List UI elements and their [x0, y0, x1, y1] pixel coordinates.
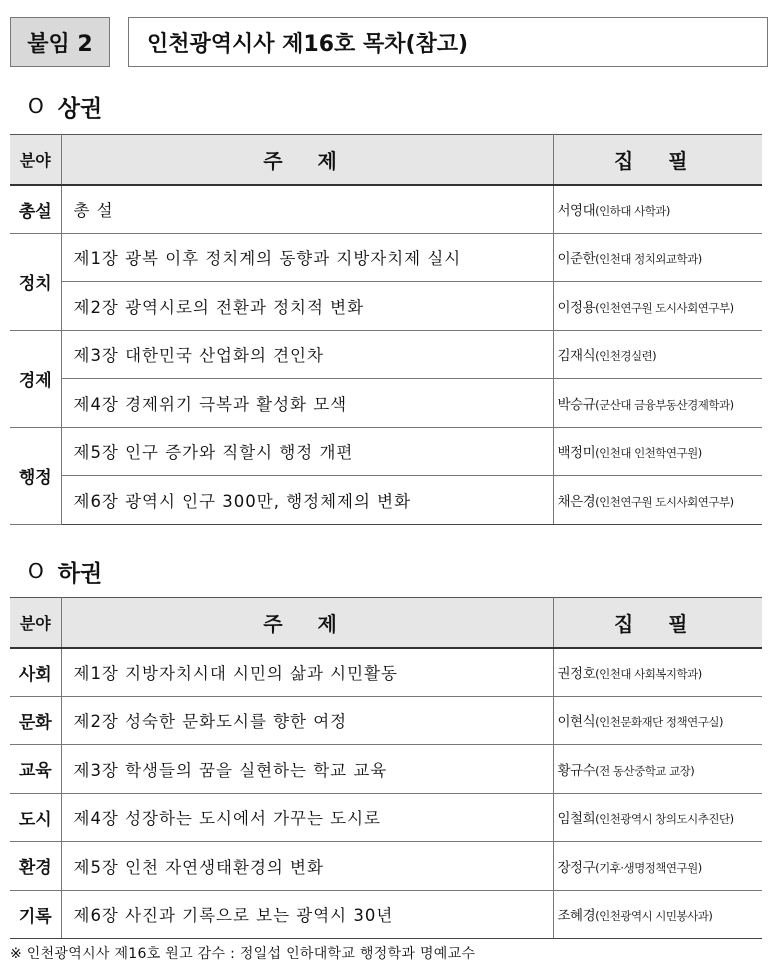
author-affiliation: (인천대 사회복지학과)	[595, 667, 702, 681]
author-affiliation: (인천대 정치외교학과)	[595, 252, 702, 267]
author-cell	[553, 282, 762, 331]
author-cell	[553, 330, 762, 379]
author-cell	[553, 185, 762, 234]
topic-cell: 제4장 성장하는 도시에서 가꾸는 도시로	[61, 793, 553, 842]
section-title-volume-2	[28, 554, 102, 588]
field-cell: 도시	[10, 793, 61, 842]
author-cell	[553, 476, 762, 525]
author-name: 채은경	[557, 493, 596, 510]
topic-cell: 제4장 경제위기 극복과 활성화 모색	[61, 379, 553, 428]
topic-cell: 제2장 광역시로의 전환과 정치적 변화	[61, 282, 553, 331]
author-cell	[553, 648, 762, 697]
column-header-field: 분야	[10, 598, 61, 648]
table-row	[10, 185, 762, 234]
topic-cell: 제6장 광역시 인구 300만, 행정체제의 변화	[61, 476, 553, 525]
author-affiliation: (군산대 금융부동산경제학과)	[595, 397, 734, 412]
contents-table-volume-1	[10, 134, 762, 525]
topic-cell: 제5장 인구 증가와 직할시 행정 개편	[61, 427, 553, 476]
author-name: 황규수	[557, 762, 596, 779]
column-header-author: 집 필	[553, 135, 762, 185]
topic-cell: 제5장 인천 자연생태환경의 변화	[61, 842, 553, 891]
author-affiliation: (인천연구원 도시사회연구부)	[595, 494, 734, 509]
author-affiliation: (인하대 사학과)	[595, 204, 670, 218]
author-affiliation: (인천연구원 도시사회연구부)	[595, 300, 734, 315]
author-affiliation: (인천대 인천학연구원)	[595, 446, 702, 461]
table-row	[10, 890, 762, 939]
attachment-label: 붙임 2	[10, 17, 110, 67]
author-name: 이정용	[557, 299, 596, 316]
topic-cell: 제1장 광복 이후 정치계의 동향과 지방자치제 실시	[61, 233, 553, 282]
table-row	[10, 793, 762, 842]
author-cell	[553, 233, 762, 282]
table-row	[10, 745, 762, 794]
topic-cell: 제6장 사진과 기록으로 보는 광역시 30년	[61, 890, 553, 939]
document-header	[10, 17, 770, 69]
table-header-row	[10, 135, 762, 185]
table-row	[10, 330, 762, 379]
section-title-volume-1	[28, 89, 102, 123]
field-cell: 문화	[10, 696, 61, 745]
document-title: 인천광역시사 제16호 목차(참고)	[128, 17, 768, 67]
author-name: 임철희	[557, 811, 596, 828]
author-cell	[553, 745, 762, 794]
topic-cell: 제1장 지방자치시대 시민의 삶과 시민활동	[61, 648, 553, 697]
table-header-row	[10, 598, 762, 648]
author-name: 조혜경	[557, 908, 596, 925]
field-cell: 환경	[10, 842, 61, 891]
topic-cell: 총 설	[61, 185, 553, 234]
bullet-icon: O	[28, 94, 44, 118]
table-row	[10, 427, 762, 476]
author-affiliation: (인천문화재단 정책연구실)	[595, 715, 723, 730]
field-cell: 기록	[10, 890, 61, 939]
author-name: 이현식	[557, 714, 596, 731]
table-row	[10, 476, 762, 525]
bullet-icon: O	[28, 559, 44, 583]
field-cell: 경제	[10, 330, 61, 427]
table-row	[10, 842, 762, 891]
author-name: 김재식	[557, 348, 596, 365]
author-name: 백정미	[557, 445, 596, 462]
topic-cell: 제3장 학생들의 꿈을 실현하는 학교 교육	[61, 745, 553, 794]
table-row	[10, 648, 762, 697]
column-header-topic: 주 제	[61, 598, 553, 648]
column-header-field: 분야	[10, 135, 61, 185]
field-cell: 교육	[10, 745, 61, 794]
author-name: 이준한	[557, 251, 596, 268]
author-cell	[553, 890, 762, 939]
author-cell	[553, 379, 762, 428]
review-footnote: ※ 인천광역시사 제16호 원고 감수 : 정일섭 인하대학교 행정학과 명예교수	[10, 946, 476, 962]
author-name: 장정구	[557, 859, 596, 876]
table-row	[10, 696, 762, 745]
author-cell	[553, 842, 762, 891]
field-cell: 총설	[10, 185, 61, 234]
author-affiliation: (전 동산중학교 교장)	[595, 763, 695, 778]
author-affiliation: (인천광역시 창의도시추진단)	[595, 812, 734, 827]
column-header-author: 집 필	[553, 598, 762, 648]
author-affiliation: (기후·생명정책연구원)	[595, 860, 702, 875]
section-title-text: 상권	[57, 94, 103, 122]
field-cell: 사회	[10, 648, 61, 697]
author-name: 권정호	[557, 666, 596, 682]
author-affiliation: (인천경실련)	[595, 349, 657, 364]
topic-cell: 제2장 성숙한 문화도시를 향한 여정	[61, 696, 553, 745]
topic-cell: 제3장 대한민국 산업화의 견인차	[61, 330, 553, 379]
table-row	[10, 282, 762, 331]
field-cell: 행정	[10, 427, 61, 524]
author-name: 박승규	[557, 396, 596, 413]
section-title-text: 하권	[57, 559, 103, 587]
author-cell	[553, 696, 762, 745]
author-cell	[553, 793, 762, 842]
contents-table-volume-2	[10, 597, 762, 939]
author-cell	[553, 427, 762, 476]
field-cell: 정치	[10, 233, 61, 330]
author-affiliation: (인천광역시 시민봉사과)	[595, 909, 713, 924]
column-header-topic: 주 제	[61, 135, 553, 185]
table-row	[10, 379, 762, 428]
author-name: 서영대	[557, 203, 596, 219]
table-row	[10, 233, 762, 282]
